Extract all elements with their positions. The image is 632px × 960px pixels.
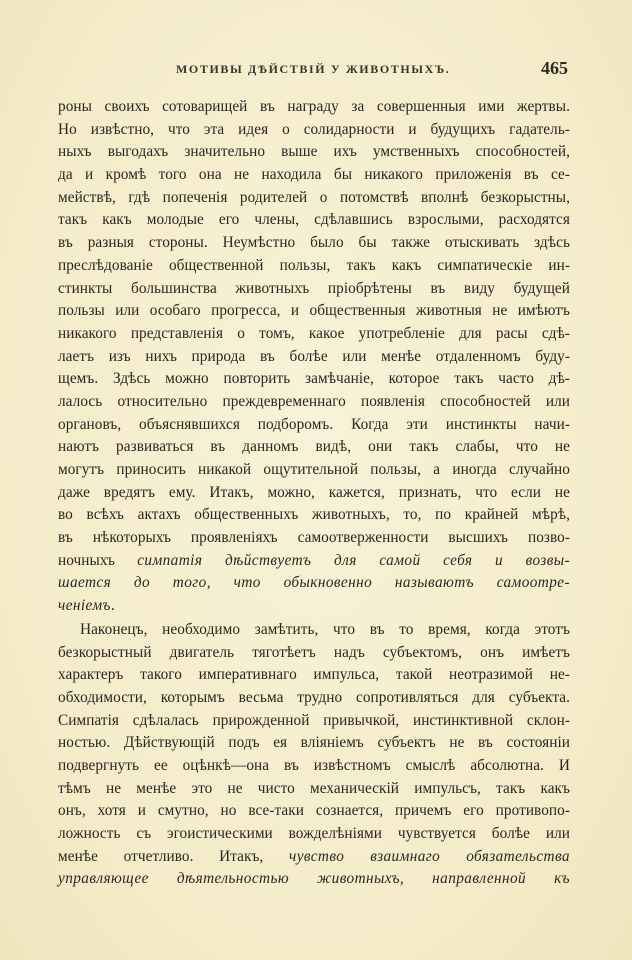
line-text: щемъ. Здѣсь можно повторить замѣчаніе, которое такъ часто дѣ- (58, 370, 570, 388)
line-text: наютъ развиваться въ данномъ видѣ, они такъ слабы, что не (58, 438, 570, 456)
text-line (58, 664, 570, 687)
running-title: МОТИВЫ ДѢЙСТВІЙ У ЖИВОТНЫХЪ. (176, 62, 451, 76)
text-line (58, 232, 570, 255)
text-line (58, 595, 570, 618)
line-text: тѣмъ не менѣе это не чисто механическій импульсъ, такъ какъ (58, 779, 570, 797)
text-line (58, 823, 570, 846)
text-line (58, 391, 570, 414)
text-line (58, 346, 570, 369)
text-line (58, 504, 570, 527)
line-text: стинкты большинства животныхъ пріобрѣтены въ виду будущей (58, 279, 570, 297)
line-text: обходимости, которымъ весьма трудно сопротивляться для субъекта. (58, 688, 570, 706)
line-text: ложность съ эгоистическими вожделѣніями чувствуется болѣе или (58, 825, 570, 842)
page-number: 465 (541, 58, 568, 78)
text-line (58, 778, 570, 801)
text-line (58, 868, 570, 891)
text-line (58, 482, 570, 505)
line-text: Наконецъ, необходимо замѣтить, что въ то время, когда этотъ (80, 620, 570, 638)
line-text: даже вредятъ ему. Итакъ, можно, кажется, признать, что если не (58, 483, 570, 501)
line-text: во всѣхъ актахъ общественныхъ животныхъ, то, по крайней мѣрѣ, (58, 506, 570, 524)
text-line (58, 527, 570, 550)
text-line (58, 278, 570, 301)
line-text: органовъ, объяснявшихся подборомъ. Когда эти инстинкты начи- (58, 415, 570, 433)
line-text: въ нѣкоторыхъ проявленіяхъ самоотверженности высшихъ позво- (58, 529, 570, 547)
line-text: ныхъ выгодахъ значительно выше ихъ умственныхъ способностей, (58, 143, 570, 161)
text-line (58, 550, 570, 573)
text-line (58, 141, 570, 164)
text-line (58, 642, 570, 665)
text-line (58, 800, 570, 823)
line-text: Но извѣстно, что эта идея о солидарности и будущихъ гадатель- (58, 120, 570, 138)
text-line (58, 300, 570, 323)
line-text: пользы или особаго прогресса, и общественныя животныя не имѣютъ (58, 302, 570, 320)
line-text: въ разныя стороны. Неумѣстно было бы также отыскивать здѣсь (58, 234, 570, 252)
book-page (58, 58, 572, 888)
text-line (58, 846, 570, 869)
line-text: такъ какъ молодые его члены, сдѣлавшись взрослыми, расходятся (58, 211, 570, 229)
text-line (58, 414, 570, 437)
line-text: менѣе отчетливо. Итакъ, (58, 847, 289, 865)
text-line (58, 755, 570, 778)
line-text: онъ, хотя и смутно, но все-таки сознается, причемъ его противопо- (58, 802, 570, 820)
text-line (58, 368, 570, 391)
line-text: . (110, 597, 115, 615)
line-text: мействѣ, гдѣ попеченія родителей о потомствѣ вполнѣ безкорыстны, (58, 188, 570, 206)
running-head (58, 58, 572, 86)
text-line (58, 96, 570, 119)
paragraph-2 (58, 619, 570, 891)
body-text (58, 96, 570, 891)
line-text: могутъ приносить никакой ощутительной пользы, а иногда случайно (58, 461, 570, 478)
text-line (58, 572, 570, 595)
line-text: лалось относительно преждевременнаго появленія способностей или (58, 392, 570, 410)
line-text: характеръ такого императивнаго импульса, такой неотразимой не- (58, 666, 570, 684)
text-line (58, 323, 570, 346)
line-text: ностью. Дѣйствующій подъ ея вліяніемъ субъектъ не въ состояніи (58, 734, 570, 752)
text-line (58, 209, 570, 232)
text-line (58, 164, 570, 187)
line-text: Симпатія сдѣлалась прирожденной привычкой, инстинктивной склон- (58, 711, 570, 729)
text-line (58, 732, 570, 755)
text-line (58, 187, 570, 210)
line-text: безкорыстный двигатель тяготѣетъ надъ субъектомъ, онъ имѣетъ (58, 643, 570, 661)
text-line (58, 119, 570, 142)
italic-emphasis: управляющее дѣятельностью животныхъ, направленной къ (58, 870, 570, 888)
text-line (58, 436, 570, 459)
line-text: лаетъ изъ нихъ природа въ болѣе или менѣе отдаленномъ буду- (58, 347, 570, 365)
italic-emphasis: ченіемъ (58, 597, 111, 615)
line-text: роны своихъ сотоварищей въ награду за совершенныя ими жертвы. (58, 98, 570, 115)
paragraph-1 (58, 96, 570, 618)
text-line (58, 255, 570, 278)
text-line (58, 710, 570, 733)
italic-emphasis: симпатія дѣйствуетъ для самой себя и возвы- (137, 551, 571, 569)
text-line (58, 687, 570, 710)
line-text: подвергнуть ее оцѣнкѣ—она въ извѣстномъ смыслѣ абсолютна. И (58, 756, 570, 774)
line-text: да и кромѣ того она не находила бы никакого приложенія въ се- (58, 166, 570, 184)
text-line (58, 619, 570, 642)
line-text: ночныхъ (58, 551, 138, 569)
italic-emphasis: шается до того, что обыкновенно называютъ самоотре- (58, 574, 570, 592)
italic-emphasis: чувство взаимнаго обязательства (289, 847, 570, 865)
text-line (58, 459, 570, 482)
line-text: преслѣдованіе общественной пользы, такъ какъ симпатическіе ин- (58, 256, 570, 274)
line-text: никакого представленія о томъ, какое употребленіе для расы сдѣ- (58, 324, 570, 342)
